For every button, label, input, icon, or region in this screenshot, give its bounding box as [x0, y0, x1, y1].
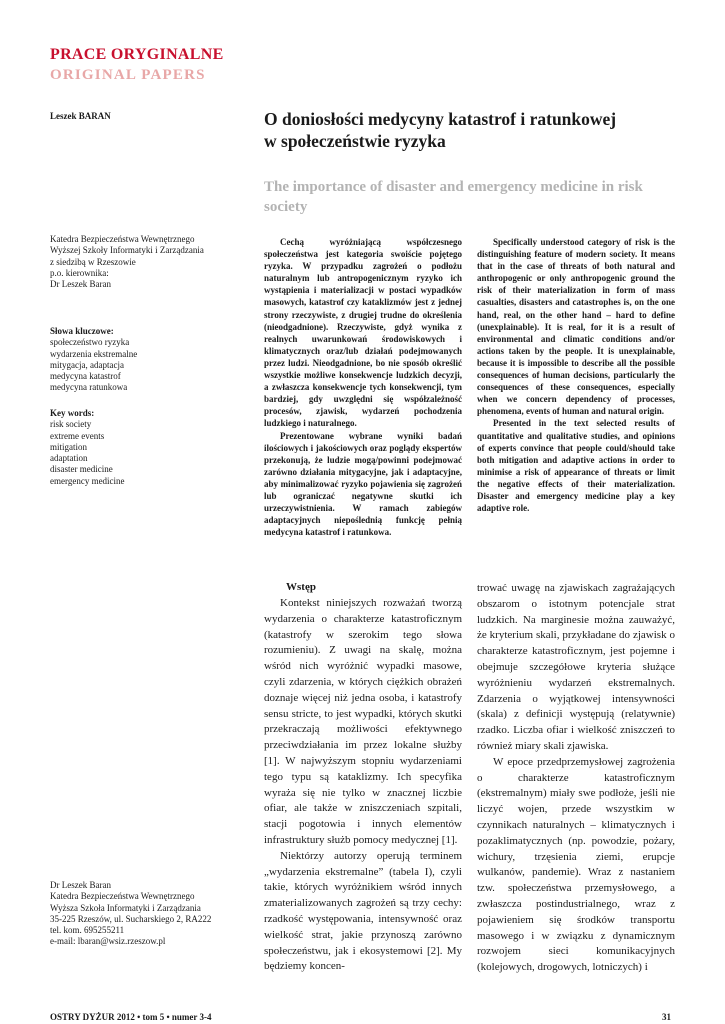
body-column-2: [477, 581, 675, 976]
title-en-line: The importance of disaster and emergency medicine in risk: [264, 179, 643, 195]
body-column-1: [264, 580, 462, 975]
keyword-item: risk society: [50, 419, 92, 430]
keyword-item: medycyna katastrof: [50, 371, 121, 382]
affiliation-line: p.o. kierownika:: [50, 267, 109, 278]
affiliation-line: Wyższej Szkoły Informatyki i Zarządzania: [50, 245, 204, 256]
section-label-pl: PRACE ORYGINALNE: [50, 46, 224, 63]
body-paragraph: Niektórzy autorzy operują terminem „wydarzenia ekstremalne” (tabela I), czyli takie, których wyróżnikiem wśród innych zmaterializowanych zagrożeń są trzy cechy: rzadkość występowania, intensywność oraz wielkość strat, jakie przynoszą zarówno społeczeństwu, jak i ekosystemowi [2]. My będziemy koncen-: [264, 849, 462, 973]
abstract-en: [477, 236, 675, 514]
title-en-line: society: [264, 199, 308, 215]
keywords-pl-label: Słowa kluczowe:: [50, 326, 114, 336]
keywords-en: [50, 408, 245, 487]
title-pl-line: w społeczeństwie ryzyka: [264, 131, 446, 151]
article-title-pl: [264, 108, 684, 152]
affiliation-block: [50, 234, 245, 290]
affiliation-line: Katedra Bezpieczeństwa Wewnętrznego: [50, 234, 195, 244]
author-name: Leszek BARAN: [50, 111, 111, 121]
keyword-item: mitygacja, adaptacja: [50, 359, 124, 370]
contact-line: Katedra Bezpieczeństwa Wewnętrznego: [50, 891, 195, 902]
abstract-pl: [264, 236, 462, 538]
contact-line: tel. kom. 695255211: [50, 925, 125, 936]
keywords-pl: [50, 326, 245, 394]
title-pl-line: O doniosłości medycyny katastrof i ratunkowej: [264, 109, 617, 129]
keyword-item: wydarzenia ekstremalne: [50, 348, 138, 359]
body-paragraph: W epoce przedprzemysłowej zagrożenia o charakterze katastroficznym (ekstremalnym) miały swe podłoże, jeśli nie liczyć wojen, przede wszystkim w czynnikach naturalnych – klimatycznych i pozaklimatycznych (np. powodzie, pożary, wichury, trzęsienia ziemi, erupcje wulkanów, pandemie). Wraz z nastaniem tzw. społeczeństwa przemysłowego, a zwłaszcza postindustrialnego, wraz z pojawieniem się środków transportu masowego i w związku z dynamicznym rozwojem sieci komunikacyjnych (kolejowych, drogowych, lotniczych) i: [477, 755, 675, 974]
keywords-en-label: Key words:: [50, 408, 95, 418]
page-number: 31: [662, 1012, 671, 1022]
keyword-item: disaster medicine: [50, 464, 113, 475]
body-paragraph: trować uwagę na zjawiskach zagrażających obszarom o istotnym potencjale strat ludzkich. Na marginesie można zauważyć, że kryterium skali, przykładane do zjawisk o charakterze katastroficznym, jest pojemne i obejmuje szczegółowe kryteria służące wyróżnieniu wydarzeń ekstremalnych. Zdarzenia o wyjątkowej intensywności (skala) z definicji występują (relatywnie) rzadko. Liczba ofiar i wielkość zniszczeń to również miary skali zjawiska.: [477, 582, 675, 752]
abstract-paragraph: Specifically understood category of risk is the distinguishing feature of modern society. It means that in the case of threats of both natural and anthropogenic or only anthropogenic ground the risk of their materialization in form of mass casualties, disasters and catastrophes is, on the one hand, real, on the other hand – hard to define (unexplainable). It is real, for it is a result of environmental and climatic conditions and/or actions taken by the people. It is unexplainable, because it is impossible to describe all the possible consequences of human decisions, particularly the consequences of these consequences, especially when we concern dependency of processes, phenomena, events of human and natural origin.: [477, 237, 675, 417]
keyword-item: emergency medicine: [50, 475, 125, 486]
body-paragraph: Kontekst niniejszych rozważań tworzą wydarzenia o charakterze katastroficznym (katastrofy w szerokim tego słowa rozumieniu). Z uwagi na skalę, można wśród nich wyróżnić wypadki masowe, czyli zdarzenia, w których ciężkich obrażeń doznaje więcej niż jedna osoba, i katastrofy sensu stricte, to jest wypadki, których skutki przekraczają możliwości efektywnego przeciwdziałania im przez lokalne służby [1]. W najwyższym stopniu wydarzeniami tego typu są kataklizmy. Ich specyfika wyraża się nie tylko w znacznej liczbie ofiar, ale także w zniszczeniach szpitali, stacji pogotowia i innych elementów infrastruktury służb pomocy medycznej [1].: [264, 597, 462, 846]
abstract-paragraph: Presented in the text selected results of quantitative and qualitative studies, and opinions of experts convince that people could/should take both mitigation and adaptive actions in order to minimise a risk of appearance of threats or limit the negative effects of their materialization. Disaster and emergency medicine play a key adaptive role.: [477, 418, 675, 514]
affiliation-line: z siedzibą w Rzeszowie: [50, 256, 136, 267]
abstract-paragraph: Prezentowane wybrane wyniki badań ilościowych i jakościowych oraz poglądy ekspertów przekonują, że ludzie mogą/powinni podejmować zarówno działania mitygacyjne, jak i adaptacyjne, aby minimalizować ryzyko pojawienia się zagrożeń lub ograniczać negatywne skutki ich urzeczywistnienia. W ramach zabiegów adaptacyjnych niepoślednią funkcję pełnią medycyna katastrof i ratunkowa.: [264, 430, 462, 538]
section-heading: Wstęp: [286, 581, 316, 593]
contact-line: Wyższa Szkoła Informatyki i Zarządzania: [50, 902, 201, 913]
contact-email[interactable]: e-mail: lbaran@wsiz.rzeszow.pl: [50, 936, 166, 947]
section-label-en: ORIGINAL PAPERS: [50, 67, 206, 83]
keyword-item: mitigation: [50, 441, 87, 452]
keyword-item: społeczeństwo ryzyka: [50, 337, 130, 348]
keyword-item: medycyna ratunkowa: [50, 382, 128, 393]
contact-line: 35-225 Rzeszów, ul. Sucharskiego 2, RA222: [50, 913, 212, 924]
keyword-item: adaptation: [50, 453, 88, 464]
journal-footer: OSTRY DYŻUR 2012 • tom 5 • numer 3-4: [50, 1012, 212, 1022]
abstract-paragraph: Cechą wyróżniającą współczesnego społeczeństwa jest kategoria swoiście pojętego ryzyka. W przypadku zagrożeń o podłożu naturalnym lub antropogenicznym ryzyko ich wystąpienia i materializacji w postaci wypadków masowych, katastrof czy kataklizmów jest z jednej strony rzeczywiste, z drugiej trudne do określenia (nieodgadnione). Rzeczywiste, gdyż wynika z realnych uwarunkowań środowiskowych i klimatycznych oraz/lub działań podejmowanych przez ludzi. Nieodgadnione, bo nie sposób określić wszystkie możliwe konsekwencje ludzkich decyzji, a zwłaszcza konsekwencje tych konsekwencji, tym bardziej, gdy uwzględni się współzależność procesów, zjawisk, wydarzeń pochodzenia ludzkiego i naturalnego.: [264, 237, 462, 429]
keyword-item: extreme events: [50, 430, 105, 441]
article-title-en: [264, 177, 684, 217]
contact-block: [50, 880, 245, 948]
affiliation-line: Dr Leszek Baran: [50, 279, 111, 290]
contact-line: Dr Leszek Baran: [50, 880, 111, 890]
